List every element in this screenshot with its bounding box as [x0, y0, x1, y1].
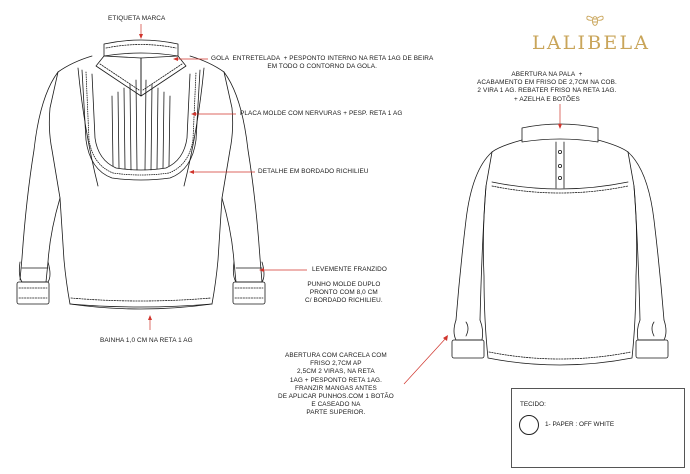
callout-gola: GOLA ENTRETELADA + PESPONTO INTERNO NA RETA 1AG DE BEIRA EM TODO O CONTORNO DA GOLA.: [211, 55, 434, 71]
callout-punho: PUNHO MOLDE DUPLO PRONTO COM 8,0 CM C/ BORDADO RICHILIEU.: [305, 281, 383, 305]
bee-icon: [587, 16, 603, 25]
callout-abertura-pala: ABERTURA NA PALA + ACABAMENTO EM FRISO DE 2,7CM NA COB. 2 VIRA 1 AG. REBATER FRISO NA RETA 1AG. + AZELHA E BOTÕES: [477, 71, 617, 103]
fabric-item: 1- PAPER : OFF WHITE: [545, 421, 615, 428]
fabric-swatch: [519, 415, 539, 435]
back-blouse: [452, 124, 668, 365]
callout-bainha: BAINHA 1,0 CM NA RETA 1 AG: [100, 337, 193, 344]
callout-placa: PLACA MOLDE COM NERVURAS + PESP. RETA 1 AG: [240, 110, 403, 117]
callout-franzido: LEVEMENTE FRANZIDO: [312, 266, 387, 273]
callout-detalhe: DETALHE EM BORDADO RICHILIEU: [258, 168, 369, 175]
tecido-panel: [511, 388, 685, 468]
callout-etiqueta: ETIQUETA MARCA: [108, 15, 166, 22]
callout-carcela: ABERTURA COM CARCELA COM FRISO 2,7CM AP 2,5CM 2 VIRAS, NA RETA 1AG + PESPONTO RETA 1AG. FRANZIR MANGAS ANTES DE APLICAR PUNHOS.COM 1 BOTÃO E CASEADO NA PARTE SUPERIOR.: [278, 352, 394, 417]
arrow-carcela: [404, 338, 446, 384]
tecido-title: TECIDO:: [520, 401, 546, 408]
brand-logo: LALIBELA: [532, 32, 651, 54]
front-blouse: [17, 40, 265, 309]
